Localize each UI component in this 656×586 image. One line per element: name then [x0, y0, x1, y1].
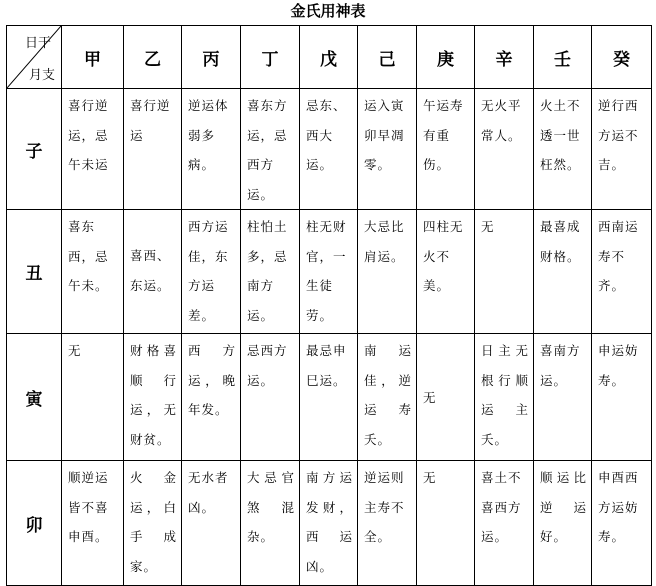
table-cell: 财格喜顺行运，无财贫。: [124, 334, 182, 461]
table-cell: 最喜成财格。: [534, 210, 592, 334]
table-row: [7, 461, 652, 586]
table-row: [7, 89, 652, 210]
table-row: [7, 210, 652, 334]
row-header: 卯: [7, 461, 62, 586]
row-header: 寅: [7, 334, 62, 461]
corner-header-cell: [7, 26, 62, 89]
table-cell: 喜西、东运。: [124, 210, 182, 334]
table-cell: 忌西方运。: [241, 334, 300, 461]
table-cell: 日主无根行顺运主夭。: [475, 334, 534, 461]
column-header: 己: [358, 26, 417, 89]
column-header: 乙: [124, 26, 182, 89]
table-cell: 喜行逆运，忌午未运: [62, 89, 124, 210]
column-header: 癸: [592, 26, 652, 89]
yongshen-table: [6, 25, 652, 586]
corner-label-day-stem: 日干: [24, 36, 51, 51]
table-cell: 无水者凶。: [182, 461, 241, 586]
table-cell: 逆行西方运不吉。: [592, 89, 652, 210]
row-header: 子: [7, 89, 62, 210]
table-cell: 无: [475, 210, 534, 334]
table-cell: 大忌官煞混杂。: [241, 461, 300, 586]
column-header: 甲: [62, 26, 124, 89]
table-cell: 柱无财官，一生徒劳。: [300, 210, 358, 334]
column-header: 丙: [182, 26, 241, 89]
table-cell: 南运佳，逆运寿夭。: [358, 334, 417, 461]
table-cell: 喜东西，忌午未。: [62, 210, 124, 334]
table-cell: 火土不透一世枉然。: [534, 89, 592, 210]
table-cell: 最忌申巳运。: [300, 334, 358, 461]
table-cell: 无: [417, 461, 475, 586]
table-cell: 火金运，白手成家。: [124, 461, 182, 586]
table-cell: 申酉西方运妨寿。: [592, 461, 652, 586]
table-cell: 喜东方运，忌西方运。: [241, 89, 300, 210]
table-cell: 申运妨寿。: [592, 334, 652, 461]
column-header: 丁: [241, 26, 300, 89]
header-row: [7, 26, 652, 89]
table-cell: 西南运寿不齐。: [592, 210, 652, 334]
table-cell: 逆运体弱多病。: [182, 89, 241, 210]
table-cell: 喜土不喜西方运。: [475, 461, 534, 586]
column-header: 戊: [300, 26, 358, 89]
table-cell: 无: [417, 334, 475, 461]
table-cell: 运入寅卯早凋零。: [358, 89, 417, 210]
column-header: 壬: [534, 26, 592, 89]
table-title: 金氏用神表: [290, 2, 366, 20]
table-cell: 喜行逆运: [124, 89, 182, 210]
table-cell: 四柱无火不美。: [417, 210, 475, 334]
table-cell: 喜南方运。: [534, 334, 592, 461]
row-header: 丑: [7, 210, 62, 334]
table-cell: 柱怕土多，忌南方运。: [241, 210, 300, 334]
table-cell: 无火平常人。: [475, 89, 534, 210]
table-cell: 顺运比逆运好。: [534, 461, 592, 586]
table-cell: 无: [62, 334, 124, 461]
table-cell: 西方运，晚年发。: [182, 334, 241, 461]
table-cell: 南方运发财，西运凶。: [300, 461, 358, 586]
table-row: [7, 334, 652, 461]
column-header: 辛: [475, 26, 534, 89]
table-cell: 忌东、西大运。: [300, 89, 358, 210]
table-cell: 顺逆运皆不喜申酉。: [62, 461, 124, 586]
table-cell: 大忌比肩运。: [358, 210, 417, 334]
table-cell: 午运寿有重伤。: [417, 89, 475, 210]
table-cell: 逆运则主寿不全。: [358, 461, 417, 586]
column-header: 庚: [417, 26, 475, 89]
corner-label-month-branch: 月支: [28, 68, 55, 83]
table-cell: 西方运佳，东方运差。: [182, 210, 241, 334]
